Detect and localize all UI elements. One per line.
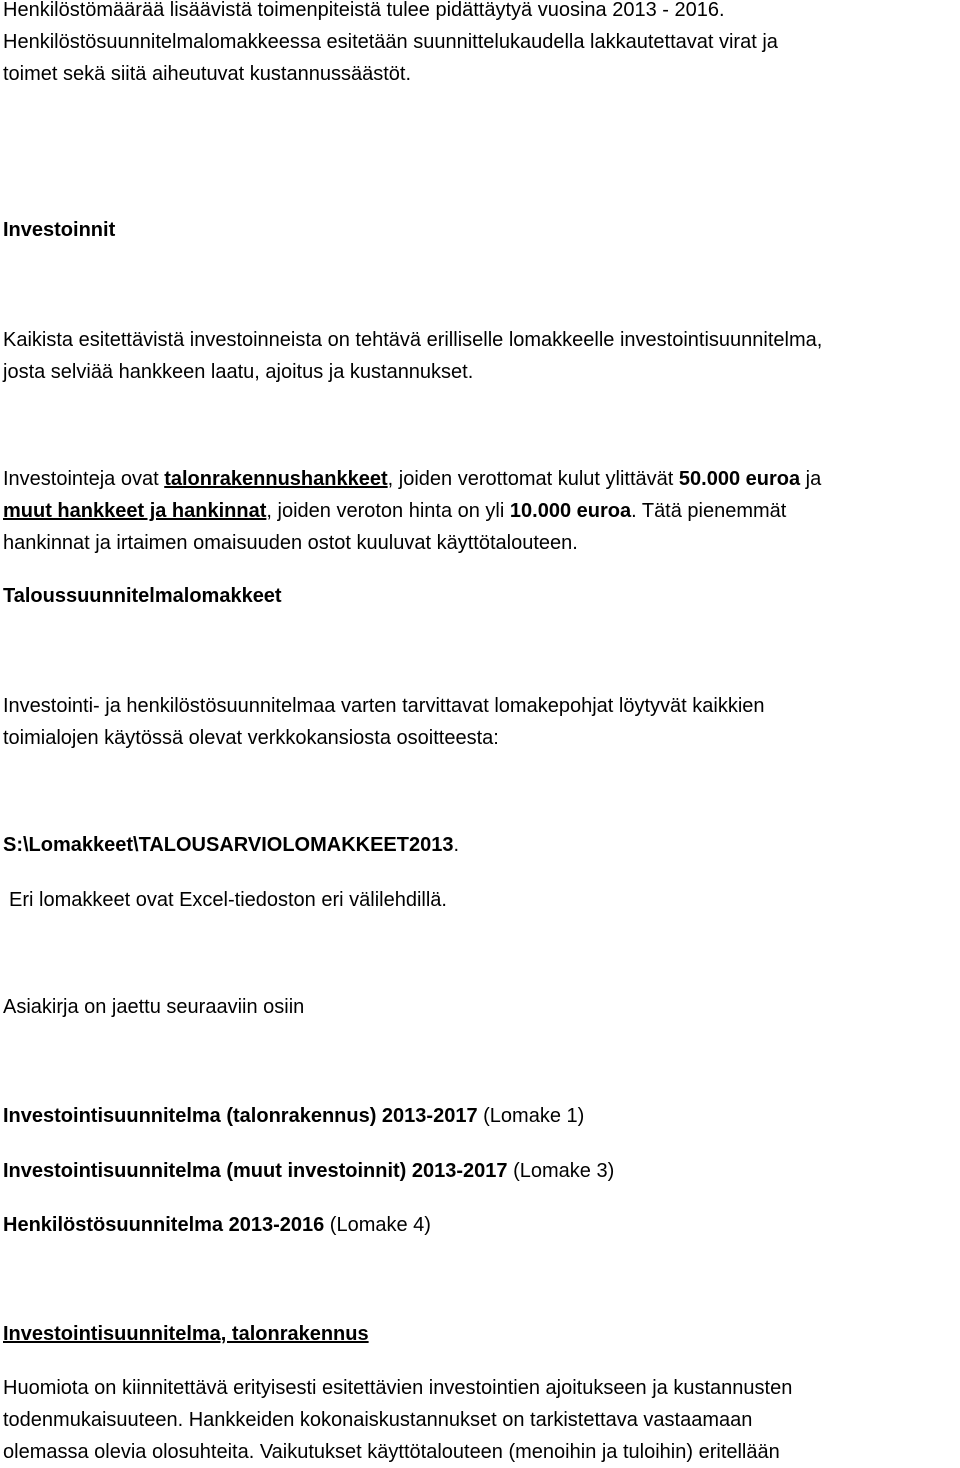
p2-text-2: , joiden verottomat kulut ylittävät bbox=[387, 468, 679, 490]
lomakkeet-line-1: Investointi- ja henkilöstösuunnitelmaa varten tarvittavat lomakepohjat löytyvät kaikkien bbox=[3, 695, 765, 717]
talonrakennus-line-1: Huomiota on kiinnitettävä erityisesti esitettävien investointien ajoitukseen ja kustannusten bbox=[3, 1377, 793, 1399]
p2-bold-50000: 50.000 euroa bbox=[678, 468, 801, 490]
parts-item-1-title: Investointisuunnitelma (talonrakennus) 2013-2017 bbox=[3, 1105, 478, 1127]
folder-path-text: S:\Lomakkeet\TALOUSARVIOLOMAKKEET2013 bbox=[3, 834, 454, 856]
p2-bold-talonrakennushankkeet: talonrakennushankkeet bbox=[164, 468, 388, 490]
parts-item-3-form: (Lomake 4) bbox=[324, 1214, 431, 1236]
lomakkeet-paragraph bbox=[3, 690, 958, 754]
talonrakennus-line-2a: todenmukaisuuteen bbox=[3, 1409, 178, 1431]
investoinnit-paragraph-1 bbox=[3, 324, 958, 388]
investoinnit-p2-line-1 bbox=[3, 463, 958, 495]
p2-bold-10000: 10.000 euroa bbox=[509, 500, 632, 522]
p2-text-3: ja bbox=[800, 468, 822, 490]
parts-item-2-title: Investointisuunnitelma (muut investoinnit) 2013-2017 bbox=[3, 1160, 508, 1182]
lomakkeet-line-2: toimialojen käytössä olevat verkkokansiosta osoitteesta: bbox=[3, 727, 499, 749]
tabs-note: Eri lomakkeet ovat Excel-tiedoston eri välilehdillä. bbox=[9, 889, 447, 911]
p2-bold-muut-hankkeet: muut hankkeet ja hankinnat bbox=[3, 500, 267, 522]
parts-intro: Asiakirja on jaettu seuraaviin osiin bbox=[3, 996, 305, 1018]
parts-item-3-title: Henkilöstösuunnitelma 2013-2016 bbox=[3, 1214, 325, 1236]
talonrakennus-heading: Investointisuunnitelma, talonrakennus bbox=[3, 1323, 369, 1345]
investoinnit-paragraph-2 bbox=[3, 463, 958, 559]
talonrakennus-paragraph bbox=[3, 1372, 958, 1468]
investoinnit-heading: Investoinnit bbox=[3, 219, 116, 241]
investoinnit-p2-line-2 bbox=[3, 495, 958, 527]
lomakkeet-heading: Taloussuunnitelmalomakkeet bbox=[3, 585, 282, 607]
parts-item-2 bbox=[3, 1155, 958, 1187]
folder-path-period: . bbox=[453, 834, 460, 856]
investoinnit-p2-line-3: hankinnat ja irtaimen omaisuuden ostot kuuluvat käyttötalouteen. bbox=[3, 532, 578, 554]
intro-paragraph bbox=[3, 0, 958, 90]
p2-text-4: , joiden veroton hinta on yli bbox=[266, 500, 510, 522]
intro-line-2: Henkilöstösuunnitelmalomakkeessa esitetään suunnittelukaudella lakkautettavat virat ja bbox=[3, 31, 778, 53]
folder-path bbox=[3, 829, 958, 861]
intro-line-1: Henkilöstömäärää lisäävistä toimenpiteistä tulee pidättäytyä vuosina 2013 - 2016. bbox=[3, 0, 725, 21]
parts-item-2-form: (Lomake 3) bbox=[507, 1160, 615, 1182]
talonrakennus-line-2 bbox=[3, 1404, 958, 1436]
p2-text-1: Investointeja ovat bbox=[3, 468, 165, 490]
talonrakennus-line-3: olemassa olevia olosuhteita. Vaikutukset käyttötalouteen (menoihin ja tuloihin) eritellään bbox=[3, 1441, 780, 1463]
parts-item-3 bbox=[3, 1209, 958, 1241]
talonrakennus-line-2b: . Hankkeiden kokonaiskustannukset on tarkistettava vastaamaan bbox=[177, 1409, 753, 1431]
investoinnit-p1-line-1: Kaikista esitettävistä investoinneista on tehtävä erilliselle lomakkeelle investointisuunnitelma, bbox=[3, 329, 823, 351]
investoinnit-p1-line-2: josta selviää hankkeen laatu, ajoitus ja kustannukset. bbox=[3, 361, 474, 383]
intro-line-3: toimet sekä siitä aiheutuvat kustannussäästöt. bbox=[3, 63, 412, 85]
parts-item-1-form: (Lomake 1) bbox=[477, 1105, 585, 1127]
p2-text-5: . Tätä pienemmät bbox=[631, 500, 787, 522]
parts-item-1 bbox=[3, 1100, 958, 1132]
